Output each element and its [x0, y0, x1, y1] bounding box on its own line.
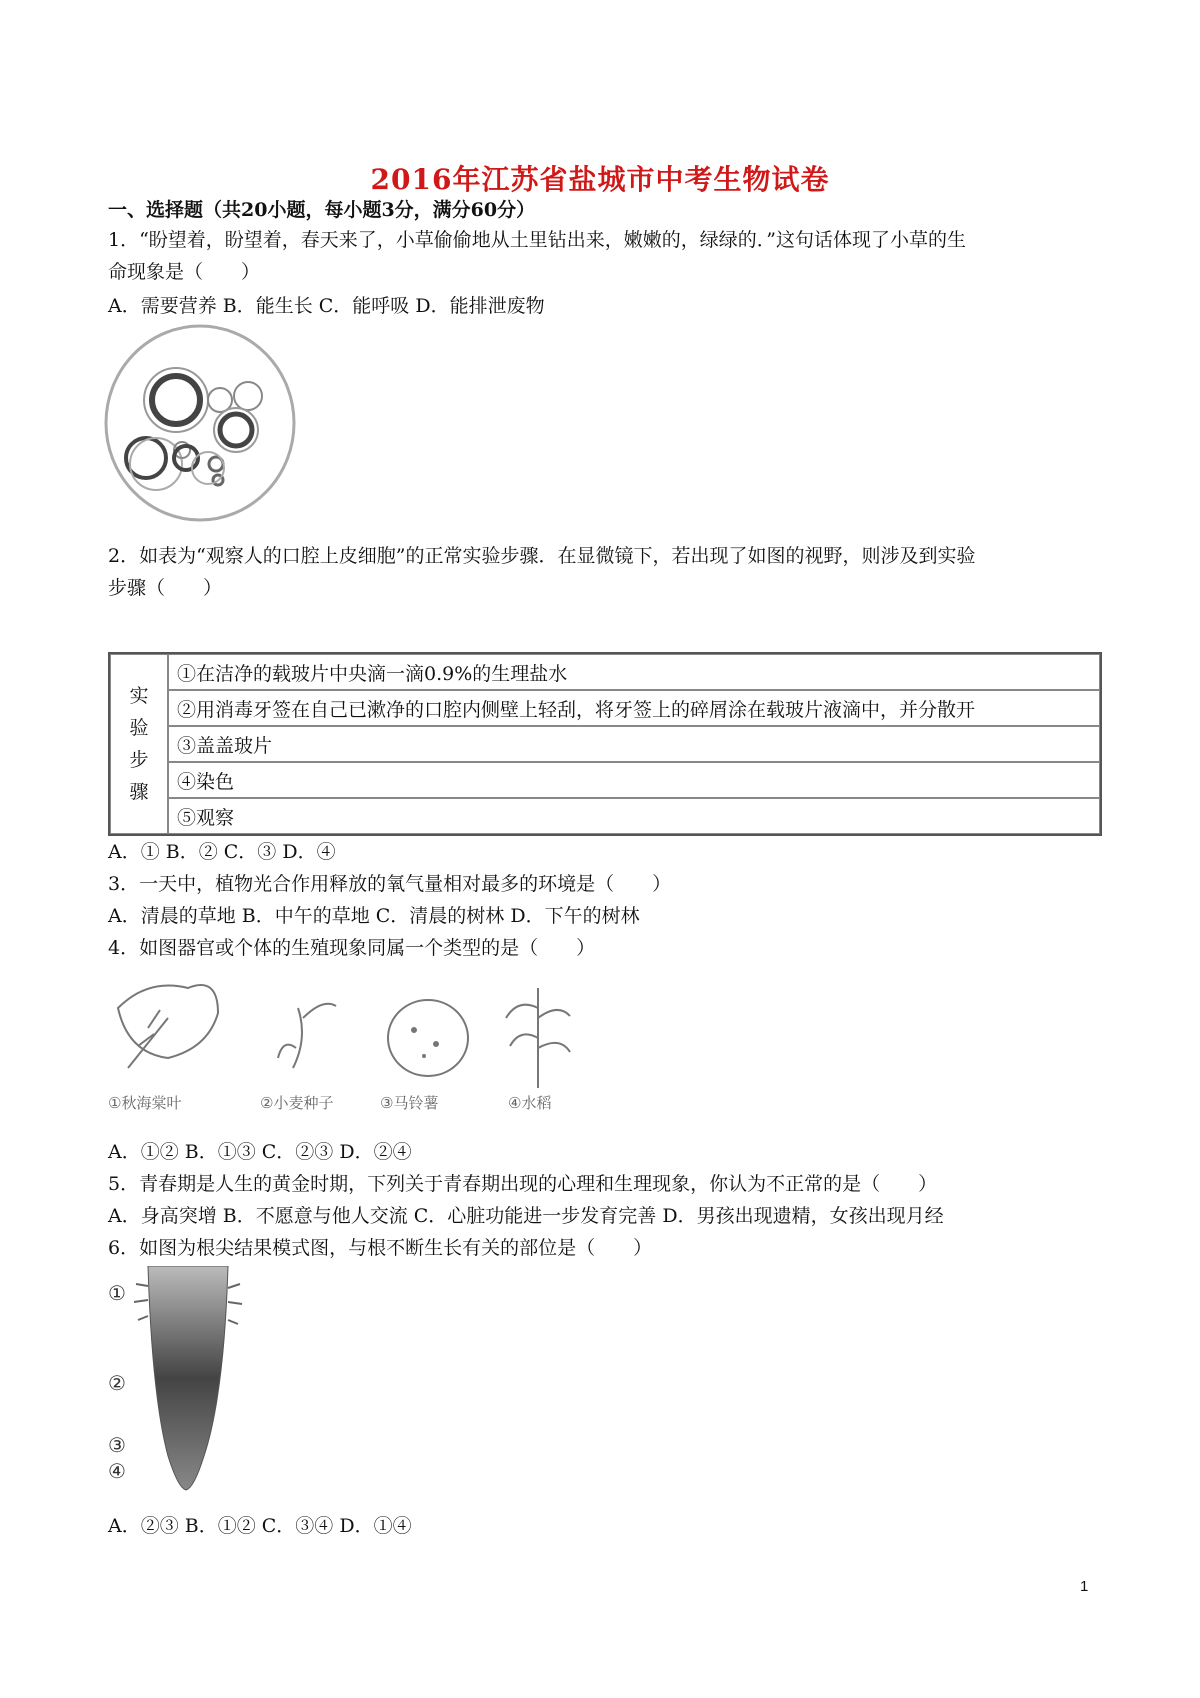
q2-stem-line2: 步骤（ ） — [108, 577, 223, 599]
q5-stem: 5．青春期是人生的黄金时期，下列关于青春期出现的心理和生理现象，你认为不正常的是（ ） — [108, 1173, 938, 1195]
root-label-4: ④ — [108, 1459, 126, 1483]
step-1: ①在洁净的载玻片中央滴一滴0.9%的生理盐水 — [168, 654, 1100, 690]
q1-stem-line2: 命现象是（ ） — [108, 261, 261, 283]
experiment-steps-table — [108, 652, 1102, 836]
q6-stem: 6．如图为根尖结果模式图，与根不断生长有关的部位是（ ） — [108, 1237, 653, 1259]
table-row-label: 实 验 步 骤 — [110, 654, 168, 834]
q3-options: A．清晨的草地 B．中午的草地 C．清晨的树林 D．下午的树林 — [108, 905, 640, 927]
caption-2: ②小麦种子 — [260, 1094, 334, 1112]
caption-3: ③马铃薯 — [380, 1094, 439, 1112]
caption-4: ④水稻 — [508, 1094, 552, 1112]
step-4: ④染色 — [168, 762, 1100, 798]
q4-options: A．①② B．①③ C．②③ D．②④ — [108, 1141, 412, 1163]
step-2: ②用消毒牙签在自己已漱净的口腔内侧壁上轻刮，将牙签上的碎屑涂在载玻片液滴中，并分散开 — [168, 690, 1100, 726]
q2-stem-line1: 2．如表为“观察人的口腔上皮细胞”的正常实验步骤．在显微镜下，若出现了如图的视野，则涉及到实验 — [108, 545, 976, 567]
rice-plant-icon — [506, 988, 570, 1088]
q3-stem: 3．一天中，植物光合作用释放的氧气量相对最多的环境是（ ） — [108, 873, 672, 895]
q1-stem-line1: 1．“盼望着，盼望着，春天来了，小草偷偷地从土里钻出来，嫩嫩的，绿绿的．”这句话体现了小草的生 — [108, 229, 967, 251]
q5-options: A．身高突增 B．不愿意与他人交流 C．心脏功能进一步发育完善 D．男孩出现遗精，女孩出现月经 — [108, 1205, 944, 1227]
step-3: ③盖盖玻片 — [168, 726, 1100, 762]
caption-1: ①秋海棠叶 — [108, 1094, 182, 1112]
root-label-1: ① — [108, 1281, 126, 1305]
begonia-leaf-icon — [118, 985, 218, 1068]
q2-options: A．① B．② C．③ D．④ — [108, 841, 336, 863]
q1-options: A．需要营养 B．能生长 C．能呼吸 D．能排泄废物 — [108, 295, 545, 317]
reproduction-figure — [108, 968, 628, 1118]
potato-icon — [388, 1000, 468, 1076]
root-label-2: ② — [108, 1371, 126, 1395]
section-heading: 一、选择题（共20小题，每小题3分，满分60分） — [108, 199, 536, 221]
wheat-seedling-icon — [278, 1004, 336, 1068]
root-label-3: ③ — [108, 1433, 126, 1457]
microscope-view-figure — [100, 318, 300, 528]
page-title: 2016年江苏省盐城市中考生物试卷 — [370, 163, 830, 196]
q6-options: A．②③ B．①② C．③④ D．①④ — [108, 1515, 412, 1537]
q4-stem: 4．如图器官或个体的生殖现象同属一个类型的是（ ） — [108, 937, 596, 959]
page-number: 1 — [1080, 1578, 1089, 1595]
step-5: ⑤观察 — [168, 798, 1100, 834]
root-tip-figure — [108, 1266, 268, 1496]
